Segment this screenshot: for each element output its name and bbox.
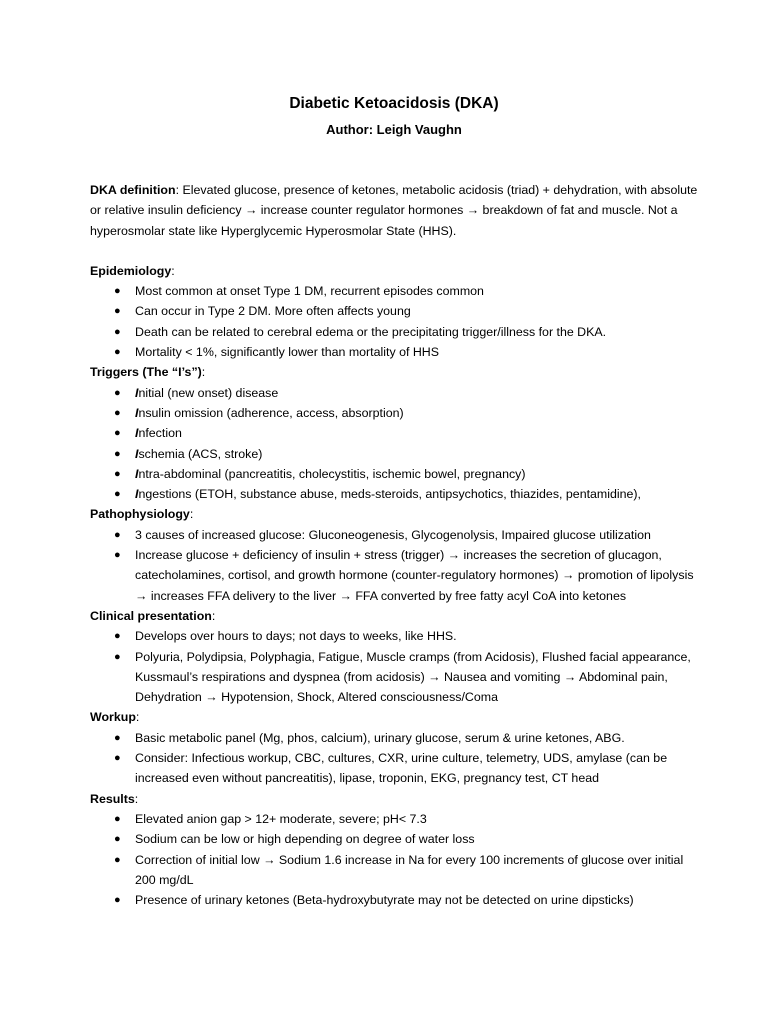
list-item (90, 809, 698, 829)
bullet-icon: ● (114, 427, 121, 440)
bullet-icon: ● (114, 386, 121, 399)
triggers-heading: Triggers (The “I’s”): (90, 365, 206, 380)
workup-heading-text: Workup (90, 710, 136, 725)
pathophysiology-heading: Pathophysiology: (90, 507, 194, 522)
bullet-icon: ● (114, 447, 121, 460)
list-item-text: Consider: Infectious workup, CBC, cultures, CXR, urine culture, telemetry, UDS, amylase (can be increased even without pancreatitis), lipase, troponin, EKG, pregnancy test, CT head (135, 751, 668, 786)
list-item (90, 829, 698, 849)
list-item-text: schemia (ACS, stroke) (138, 446, 263, 461)
trigger-initial: I (135, 405, 139, 420)
bullet-icon: ● (114, 406, 121, 419)
document-title: Diabetic Ketoacidosis (DKA) (289, 95, 499, 112)
trigger-initial: I (135, 487, 139, 502)
bullet-icon: ● (114, 630, 121, 643)
definition-label: DKA definition (90, 183, 176, 197)
bullet-icon: ● (114, 812, 121, 825)
list-item (90, 444, 698, 464)
list-item-text: Develops over hours to days; not days to weeks, like HHS. (135, 629, 457, 644)
list-item (90, 890, 698, 910)
epidemiology-list (90, 281, 698, 362)
clinical-list (90, 626, 698, 707)
results-list (90, 809, 698, 910)
bullet-icon: ● (114, 752, 121, 765)
list-item-text: Most common at onset Type 1 DM, recurrent episodes common (135, 284, 484, 299)
definition-text: : Elevated glucose, presence of ketones, metabolic acidosis (triad) + dehydration, with absolute or relative insulin deficiency → increase counter regulator hormones → breakdown of fat and muscle. Not a hyperosmolar state like Hyperglycemic Hyperosmolar State (HHS). (90, 183, 698, 238)
trigger-initial: I (135, 466, 139, 481)
list-item-text: nfection (138, 426, 182, 441)
trigger-initial: I (135, 426, 139, 441)
list-item-text: Correction of initial low → Sodium 1.6 increase in Na for every 100 increments of glucose over initial 200 mg/dL (135, 852, 684, 887)
bullet-icon: ● (114, 325, 121, 338)
trigger-initial: I (135, 385, 139, 400)
bullet-icon: ● (114, 549, 121, 562)
list-item (90, 423, 698, 443)
workup-heading: Workup: (90, 710, 140, 725)
document-author: Author: Leigh Vaughn (326, 122, 462, 137)
list-item (90, 464, 698, 484)
list-item-text: Elevated anion gap > 12+ moderate, severe; pH< 7.3 (135, 811, 427, 826)
pathophysiology-list (90, 525, 698, 606)
bullet-icon: ● (114, 731, 121, 744)
bullet-icon: ● (114, 528, 121, 541)
list-item (90, 748, 698, 789)
trigger-initial: I (135, 446, 139, 461)
bullet-icon: ● (114, 488, 121, 501)
bullet-icon: ● (114, 467, 121, 480)
list-item-text: nsulin omission (adherence, access, absorption) (138, 405, 404, 420)
list-item (90, 647, 698, 708)
list-item (90, 728, 698, 748)
triggers-heading-text: Triggers (The “I’s”) (90, 365, 202, 380)
clinical-heading-text: Clinical presentation (90, 608, 212, 623)
clinical-heading: Clinical presentation: (90, 608, 216, 623)
list-item (90, 850, 698, 891)
list-item-text: Polyuria, Polydipsia, Polyphagia, Fatigue, Muscle cramps (from Acidosis), Flushed facial appearance, Kussmaul’s respirations and dyspnea (from acidosis) → Nausea and vomiting → Abdominal pain, Dehydration → Hypotension, Shock, Altered consciousness/Coma (135, 649, 691, 705)
list-item (90, 484, 698, 504)
epidemiology-heading: Epidemiology: (90, 263, 175, 278)
list-item (90, 301, 698, 321)
list-item-text: Basic metabolic panel (Mg, phos, calcium), urinary glucose, serum & urine ketones, ABG. (135, 730, 625, 745)
list-item (90, 525, 698, 545)
pathophysiology-heading-text: Pathophysiology (90, 507, 190, 522)
bullet-icon: ● (114, 346, 121, 359)
list-item (90, 322, 698, 342)
bullet-icon: ● (114, 853, 121, 866)
list-item (90, 403, 698, 423)
definition-paragraph (90, 180, 698, 241)
results-heading: Results: (90, 791, 139, 806)
list-item-text: ngestions (ETOH, substance abuse, meds-steroids, antipsychotics, thiazides, pentamidine), (138, 487, 641, 502)
list-item-text: Sodium can be low or high depending on degree of water loss (135, 832, 475, 847)
list-item (90, 626, 698, 646)
list-item-text: nitial (new onset) disease (138, 385, 279, 400)
list-item-text: Increase glucose + deficiency of insulin + stress (trigger) → increases the secretion of glucagon, catecholamines, cortisol, and growth hormone (counter-regulatory hormones) → promotion of lipolysis → increases FFA delivery to the liver → FFA converted by free fatty acyl CoA into ketones (135, 548, 694, 603)
workup-list (90, 728, 698, 789)
list-item (90, 281, 698, 301)
list-item-text: ntra-abdominal (pancreatitis, cholecystitis, ischemic bowel, pregnancy) (138, 466, 526, 481)
list-item (90, 383, 698, 403)
results-heading-text: Results (90, 791, 135, 806)
bullet-icon: ● (114, 285, 121, 298)
list-item (90, 545, 698, 606)
list-item-text: Presence of urinary ketones (Beta-hydroxybutyrate may not be detected on urine dipsticks) (135, 893, 634, 908)
list-item-text: Mortality < 1%, significantly lower than mortality of HHS (135, 345, 440, 360)
epidemiology-heading-text: Epidemiology (90, 263, 172, 278)
bullet-icon: ● (114, 894, 121, 907)
bullet-icon: ● (114, 650, 121, 663)
list-item (90, 342, 698, 362)
triggers-list (90, 383, 698, 505)
list-item-text: Can occur in Type 2 DM. More often affects young (135, 304, 411, 319)
bullet-icon: ● (114, 833, 121, 846)
list-item-text: 3 causes of increased glucose: Gluconeogenesis, Glycogenolysis, Impaired glucose utilization (135, 527, 651, 542)
list-item-text: Death can be related to cerebral edema or the precipitating trigger/illness for the DKA. (135, 324, 607, 339)
bullet-icon: ● (114, 305, 121, 318)
